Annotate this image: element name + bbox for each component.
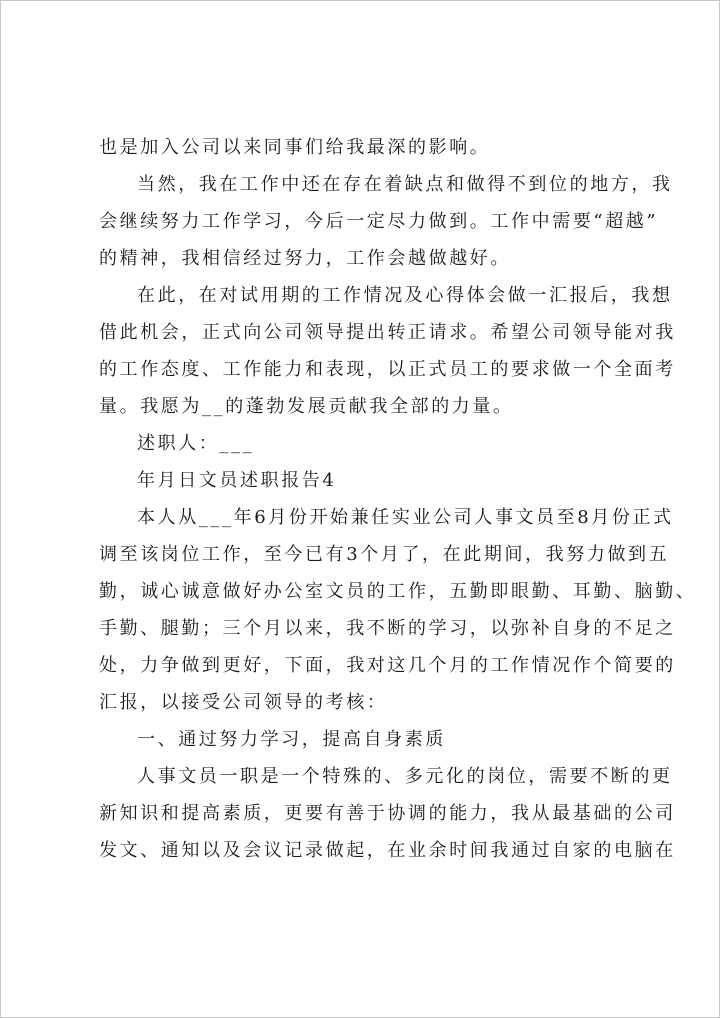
text-line: 汇报，以接受公司领导的考核：: [99, 692, 388, 713]
text-line: 的精神，我相信经过努力，工作会越做越好。: [99, 248, 511, 269]
text-line: 新知识和提高素质，更要有善于协调的能力，我从最基础的公司: [99, 803, 676, 824]
subsection-heading: 一、通过努力学习，提高自身素质: [137, 729, 446, 750]
text-line: 当然，我在工作中还在存在着缺点和做得不到位的地方，我: [137, 174, 673, 195]
text-line: 发文、通知以及会议记录做起，在业余时间我通过自家的电脑在: [99, 840, 676, 861]
section-title: 年月日文员述职报告4: [137, 470, 337, 491]
text-line: 量。我愿为__的蓬勃发展贡献我全部的力量。: [99, 396, 514, 417]
text-line: 手勤、腿勤；三个月以来，我不断的学习，以弥补自身的不足之: [99, 618, 676, 639]
text-line: 也是加入公司以来同事们给我最深的影响。: [99, 137, 491, 158]
text-line: 借此机会，正式向公司领导提出转正请求。希望公司领导能对我: [99, 322, 676, 343]
text-line: 本人从___年6月份开始兼任实业公司人事文员至8月份正式: [137, 507, 674, 528]
signature-line: 述职人：___: [137, 433, 255, 454]
text-line: 在此，在对试用期的工作情况及心得体会做一汇报后，我想: [137, 285, 673, 306]
text-line: 调至该岗位工作，至今已有3个月了，在此期间，我努力做到五: [99, 544, 670, 565]
text-line: 处，力争做到更好，下面，我对这几个月的工作情况作个简要的: [99, 655, 676, 676]
text-line: 人事文员一职是一个特殊的、多元化的岗位，需要不断的更: [137, 766, 673, 787]
document-body: [99, 129, 697, 869]
text-line: 勤，诚心诚意做好办公室文员的工作，五勤即眼勤、耳勤、脑勤、: [99, 581, 697, 602]
text-line: 的工作态度、工作能力和表现，以正式员工的要求做一个全面考: [99, 359, 676, 380]
text-line: 会继续努力工作学习，今后一定尽力做到。工作中需要“超越”: [99, 211, 659, 232]
